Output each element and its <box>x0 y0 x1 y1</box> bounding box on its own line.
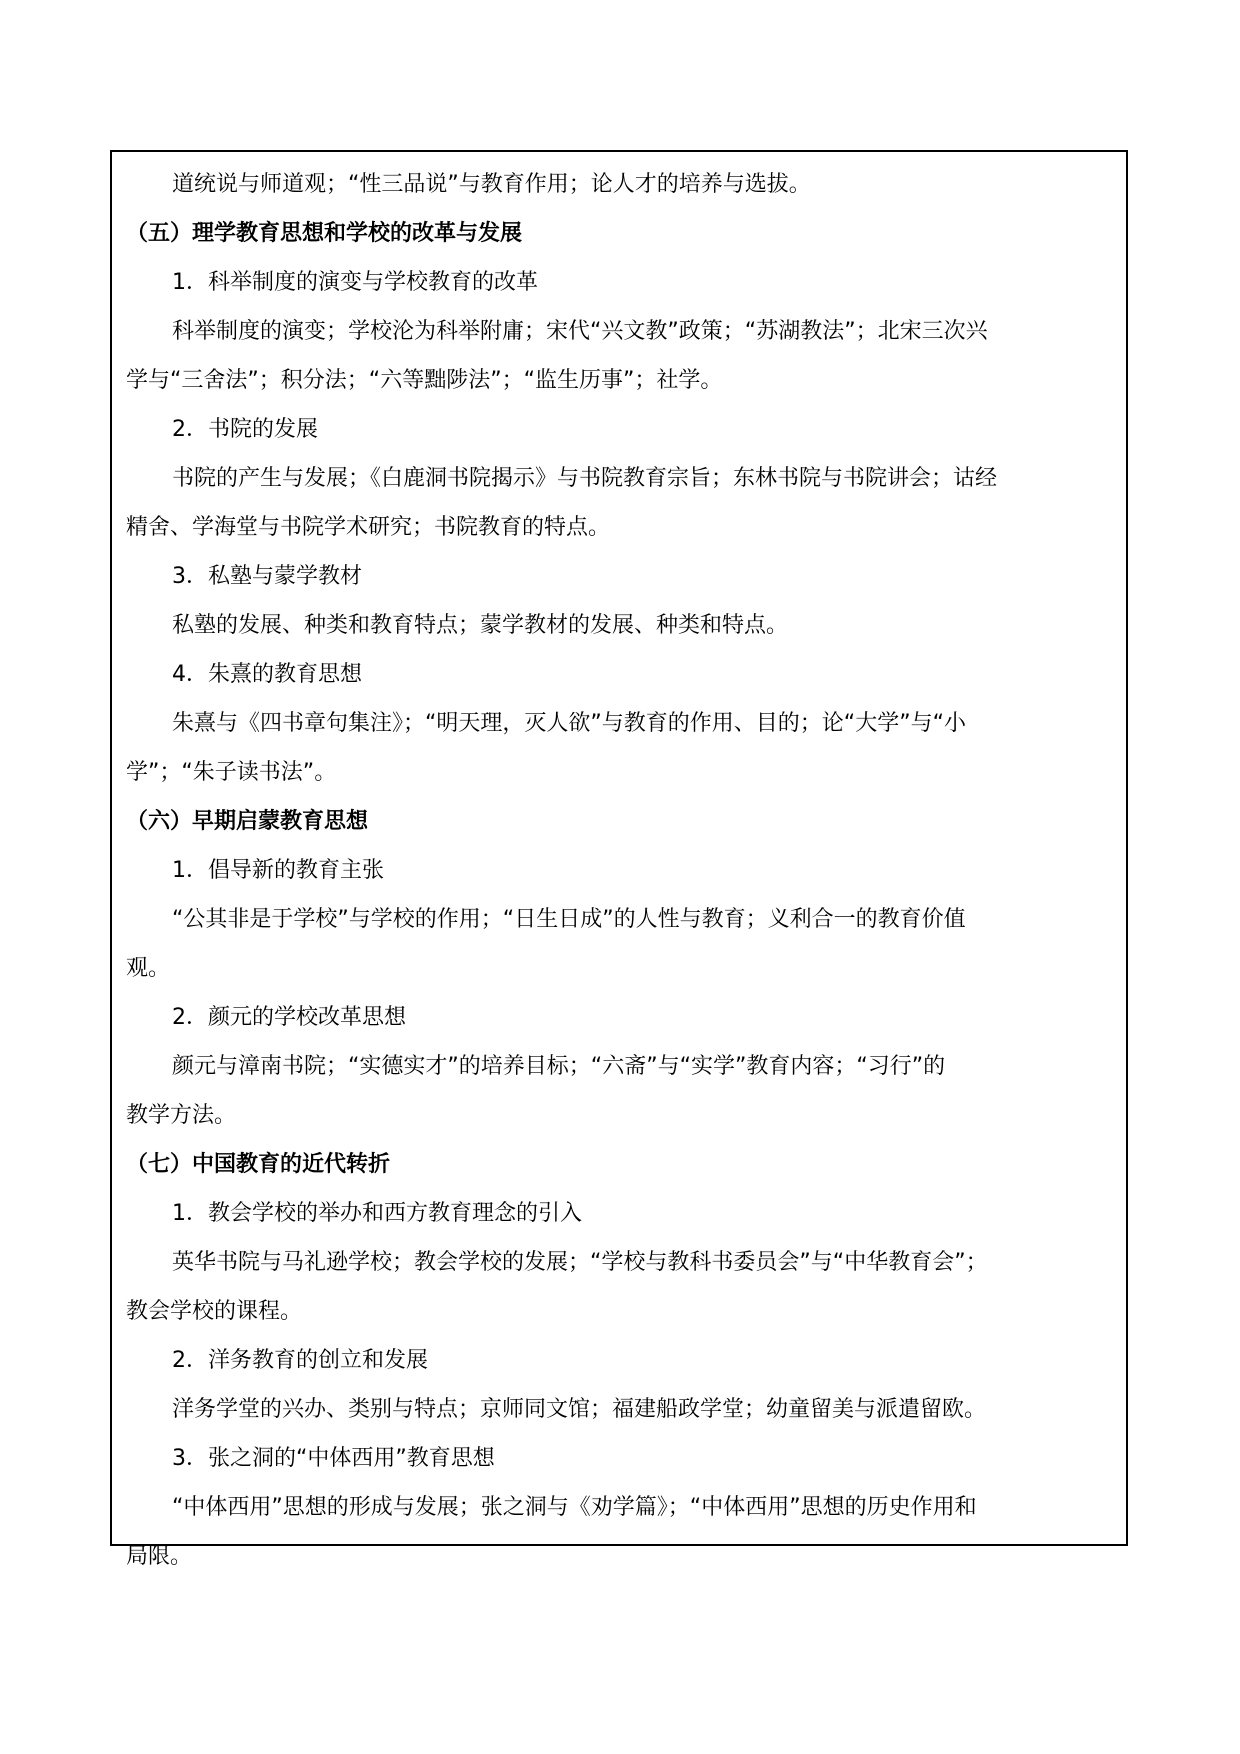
subsection-title: 1．教会学校的举办和西方教育理念的引入 <box>172 1201 582 1226</box>
section-heading: （七）中国教育的近代转折 <box>126 1152 391 1177</box>
body-line: 私塾的发展、种类和教育特点；蒙学教材的发展、种类和特点。 <box>172 613 789 638</box>
body-line: 教会学校的课程。 <box>126 1299 303 1324</box>
body-line: 教学方法。 <box>126 1103 237 1128</box>
subsection-title: 1．倡导新的教育主张 <box>172 858 384 883</box>
document-content <box>126 160 1112 1581</box>
body-line: 道统说与师道观；“性三品说”与教育作用；论人才的培养与选拔。 <box>172 172 811 197</box>
body-line: 科举制度的演变；学校沦为科举附庸；宋代“兴文教”政策；“苏湖教法”；北宋三次兴 <box>172 319 988 344</box>
subsection-title: 3．张之洞的“中体西用”教育思想 <box>172 1446 495 1471</box>
section-heading: （六）早期启蒙教育思想 <box>126 809 369 834</box>
body-line: 朱熹与《四书章句集注》；“明天理，灭人欲”与教育的作用、目的；论“大学”与“小 <box>172 711 966 736</box>
body-line: “中体西用”思想的形成与发展；张之洞与《劝学篇》；“中体西用”思想的历史作用和 <box>172 1495 977 1520</box>
subsection-title: 4．朱熹的教育思想 <box>172 662 362 687</box>
section-heading: （五）理学教育思想和学校的改革与发展 <box>126 221 523 246</box>
body-line: 观。 <box>126 956 171 981</box>
subsection-title: 2．书院的发展 <box>172 417 318 442</box>
body-line: 洋务学堂的兴办、类别与特点；京师同文馆；福建船政学堂；幼童留美与派遣留欧。 <box>172 1397 987 1422</box>
subsection-title: 2．颜元的学校改革思想 <box>172 1005 406 1030</box>
body-line: 学与“三舍法”；积分法；“六等黜陟法”；“监生历事”；社学。 <box>126 368 723 393</box>
document-table-cell <box>110 150 1128 1569</box>
subsection-title: 3．私塾与蒙学教材 <box>172 564 362 589</box>
subsection-title: 1．科举制度的演变与学校教育的改革 <box>172 270 538 295</box>
body-line: 颜元与漳南书院；“实德实才”的培养目标；“六斋”与“实学”教育内容；“习行”的 <box>172 1054 946 1079</box>
body-line: 局限。 <box>126 1544 193 1569</box>
body-line: “公其非是于学校”与学校的作用；“日生日成”的人性与教育；义利合一的教育价值 <box>172 907 966 932</box>
subsection-title: 2．洋务教育的创立和发展 <box>172 1348 428 1373</box>
body-line: 学”；“朱子读书法”。 <box>126 760 337 785</box>
body-line: 英华书院与马礼逊学校；教会学校的发展；“学校与教科书委员会”与“中华教育会”； <box>172 1250 988 1275</box>
body-line: 书院的产生与发展；《白鹿洞书院揭示》与书院教育宗旨；东林书院与书院讲会；诂经 <box>172 466 998 491</box>
body-line: 精舍、学海堂与书院学术研究；书院教育的特点。 <box>126 515 611 540</box>
